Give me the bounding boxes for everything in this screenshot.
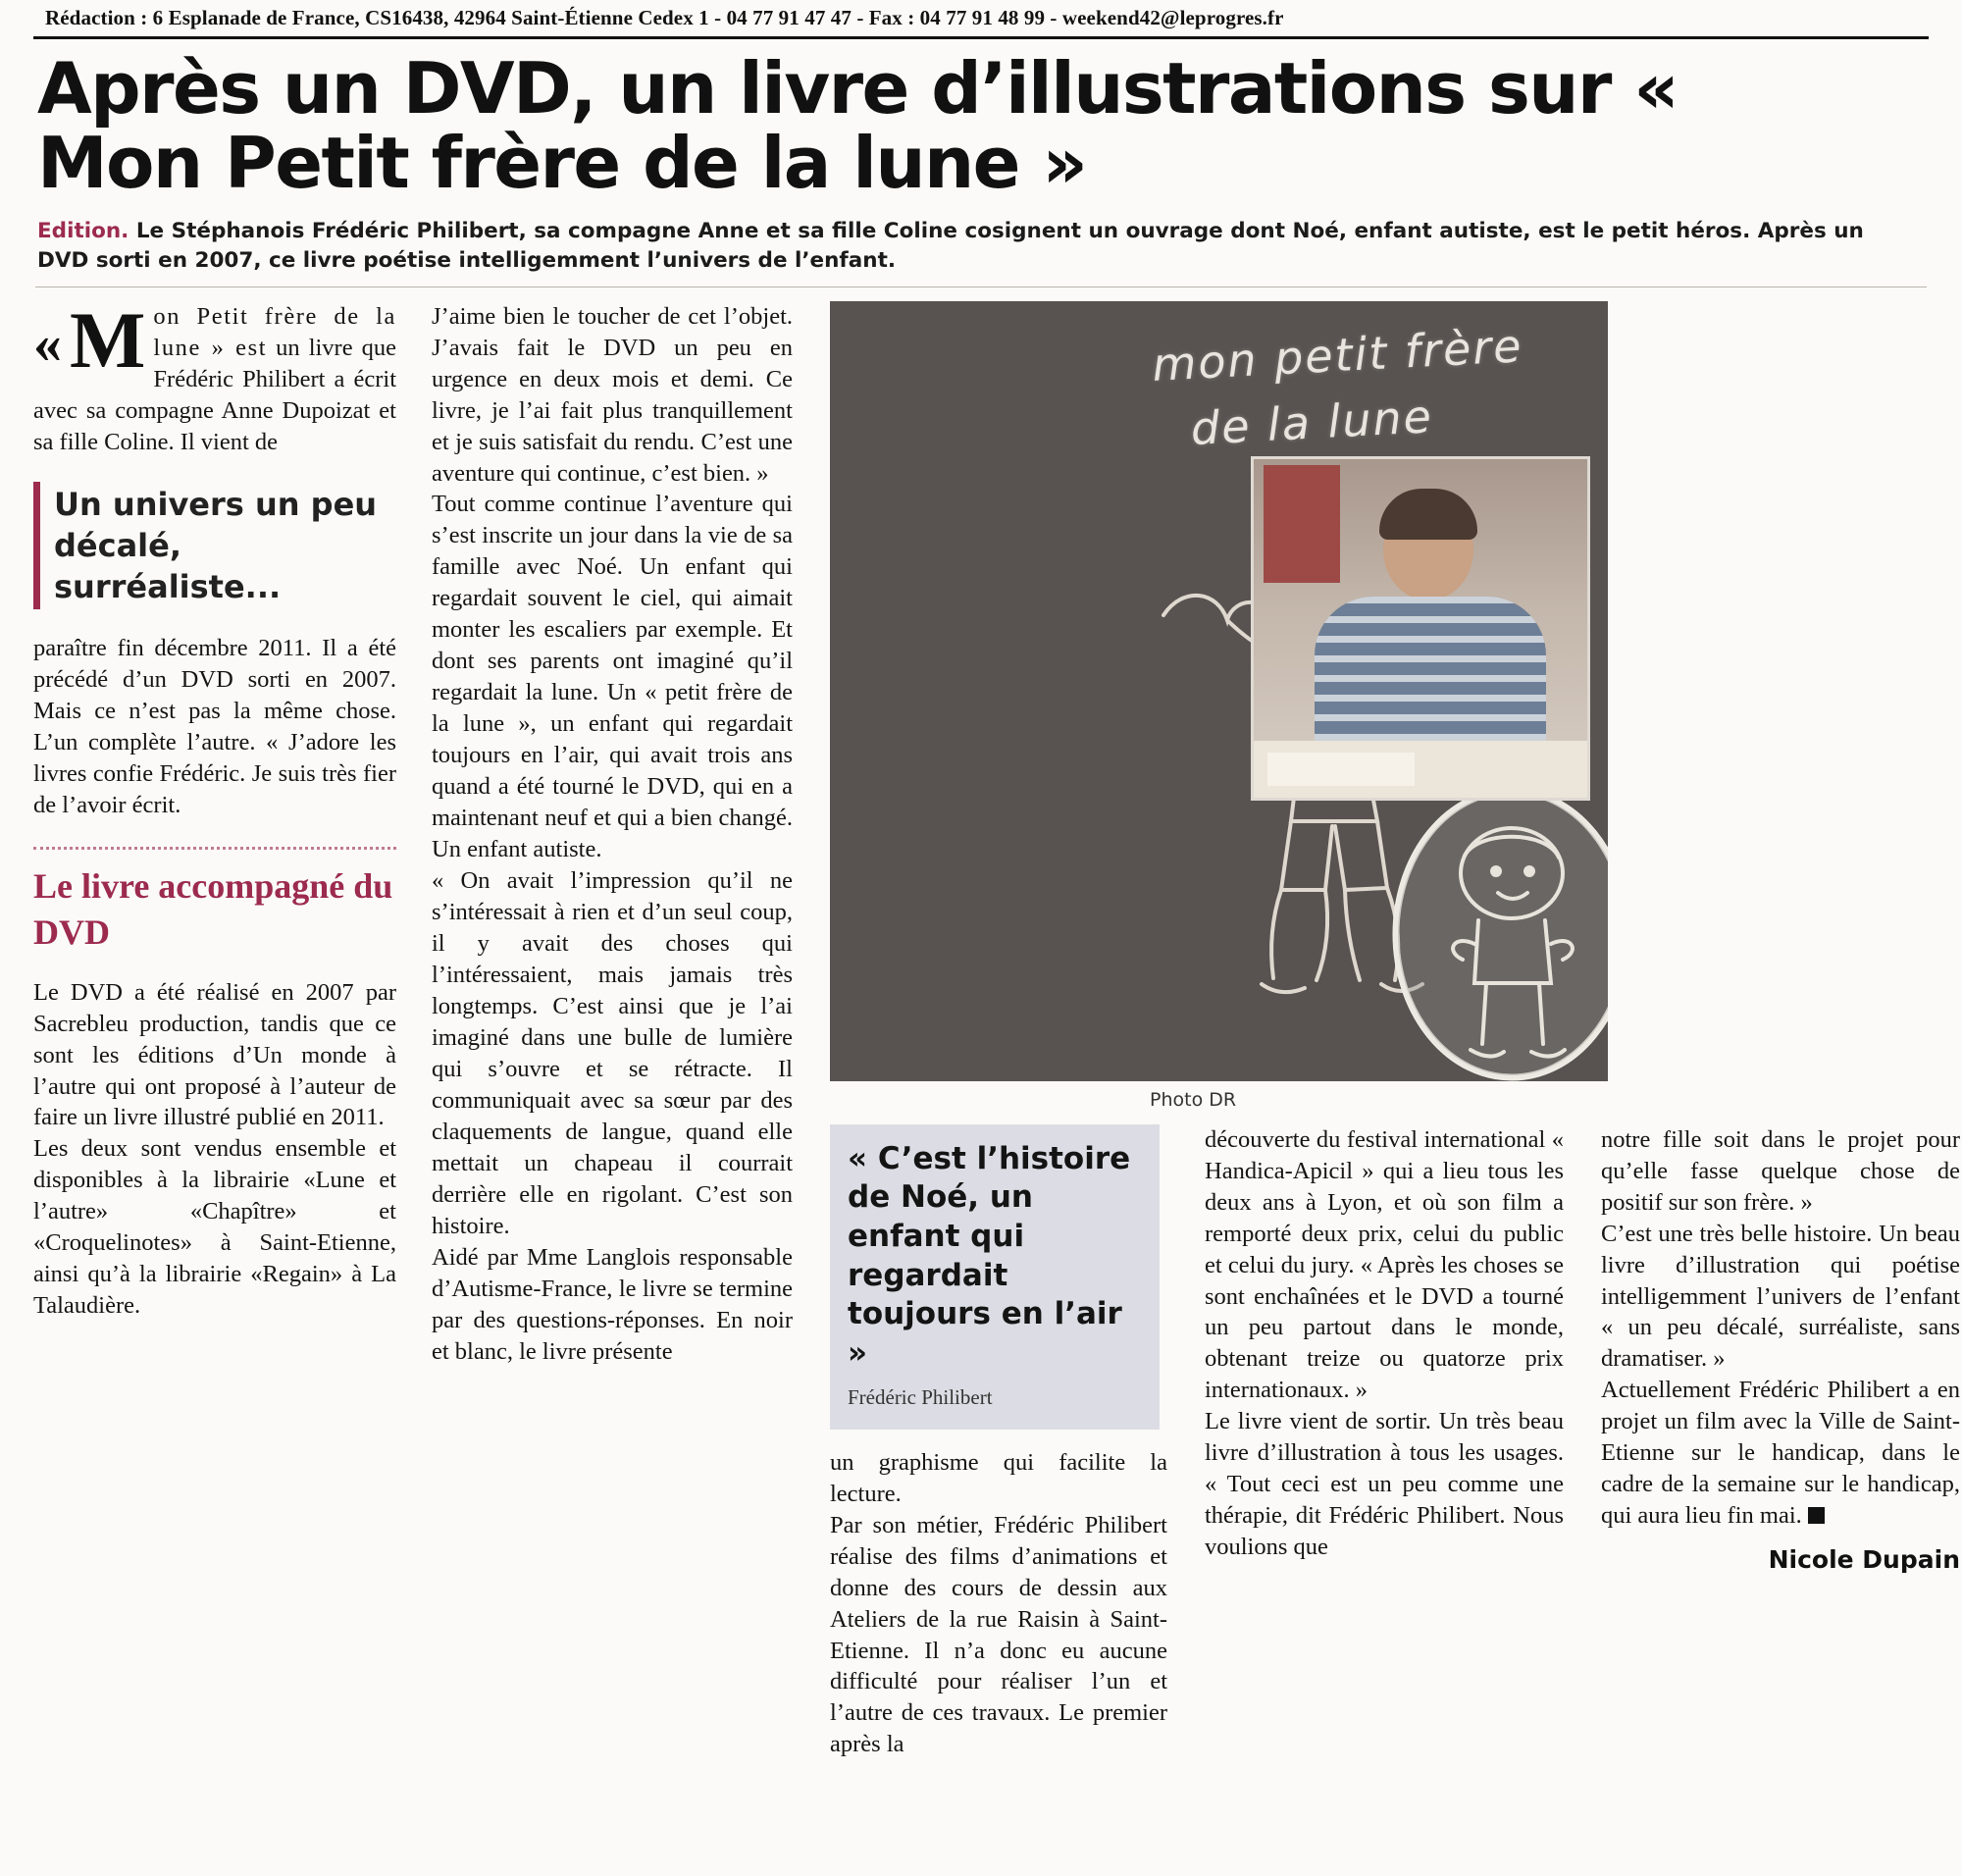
column-4-paragraph-2: Le livre vient de sortir. Un très beau livre d’illustration à tous les usages. « Tout ceci est un peu comme une thérapie, dit Frédéric Philibert. Nous voulions que bbox=[1205, 1408, 1564, 1561]
pull-quote-text: « C’est l’histoire de Noé, un enfant qui regardait toujours en l’air » bbox=[848, 1140, 1131, 1372]
drop-cap: M bbox=[70, 294, 146, 385]
subhead-universe: Un univers un peu décalé, surréaliste... bbox=[33, 482, 396, 610]
portrait-inset-photo bbox=[1251, 456, 1590, 801]
column-5 bbox=[1587, 1124, 1962, 1761]
column-1 bbox=[33, 294, 418, 1761]
column-3-paragraph-1: un graphisme qui facilite la lecture. bbox=[830, 1448, 1167, 1507]
column-2 bbox=[418, 301, 814, 1761]
standfirst-text: Le Stéphanois Frédéric Philibert, sa compagne Anne et sa fille Coline cosignent un ouvrage dont Noé, enfant autiste, est le petit héros. Après un DVD sorti en 2007, ce livre poétise intelligemment l’univers de l’enfant. bbox=[37, 218, 1864, 274]
column-2-paragraph-1: J’aime bien le toucher de cet l’objet. J’avais fait le DVD un peu en urgence en deux mois et demi. Ce livre, je l’ai fait plus tranquillement et je suis satisfait du rendu. C’est une aventure qui continue, c’est bien. » bbox=[432, 302, 793, 487]
masthead-contact-line: Rédaction : 6 Esplanade de France, CS16438, 42964 Saint-Étienne Cedex 1 - 04 77 91 47 47 - Fax : 04 77 91 48 99 - weekend42@leprogres.fr bbox=[45, 6, 1284, 29]
article-grid bbox=[33, 294, 1960, 1761]
photo-and-right-columns bbox=[830, 301, 1960, 1761]
column-2-paragraph-3: « On avait l’impression qu’il ne s’intéressait à rien et d’un seul coup, il y avait des choses qui l’intéressaient, mais jamais très longtemps. C’est ainsi que je l’ai imaginé dans une bulle de lumière qui s’ouvre et se rétracte. Il communiquait avec sa sœur par des claquements de langue, quand elle mettait un chapeau il courrait derrière elle en rigolant. C’est son histoire. bbox=[432, 867, 793, 1239]
end-mark bbox=[1808, 1507, 1825, 1524]
pull-quote bbox=[830, 1124, 1160, 1430]
dotted-divider bbox=[33, 847, 396, 850]
open-quote-mark: « bbox=[33, 310, 62, 375]
chalkboard-title bbox=[1151, 313, 1528, 463]
column-3-paragraph-2: Par son métier, Frédéric Philibert réalise des films d’animations et donne des cours de dessin aux Ateliers de la rue Raisin à Saint-Etienne. Il n’a donc eu aucune difficulté pour réaliser l’un et l’autre de ces travaux. Le premier après la bbox=[830, 1511, 1167, 1758]
inset-paper bbox=[1267, 753, 1415, 786]
column-1-paragraph-4: Les deux sont vendus ensemble et disponibles à la librairie «Lune et l’autre» «Chapître» et «Croquelinotes» à Saint-Etienne, ainsi qu’à la librairie «Regain» à La Talaudière. bbox=[33, 1135, 396, 1320]
column-2-paragraph-4: Aidé par Mme Langlois responsable d’Autisme-France, le livre se termine par des questions-réponses. En noir et blanc, le livre présente bbox=[432, 1243, 793, 1365]
pull-quote-attribution: Frédéric Philibert bbox=[848, 1384, 993, 1409]
standfirst-kicker: Edition. bbox=[37, 218, 129, 243]
column-5-paragraph-2: C’est une très belle histoire. Un beau livre d’illustration qui poétise intelligemment l’univers de l’enfant « un peu décalé, surréaliste, sans dramatiser. » bbox=[1601, 1220, 1960, 1373]
lead-smallcaps: on Petit frère de la lune » est bbox=[153, 302, 396, 361]
photo-credit: Photo DR bbox=[1150, 1088, 1237, 1111]
column-5-paragraph-1: notre fille soit dans le projet pour qu’elle fasse quelque chose de positif sur son frère. » bbox=[1601, 1125, 1960, 1216]
inset-striped-shirt bbox=[1315, 597, 1546, 744]
column-1-paragraph-3: Le DVD a été réalisé en 2007 par Sacrebleu production, tandis que ce sont les éditions d’Un monde à l’autre qui ont proposé à l’auteur de faire un livre illustré publié en 2011. Les deux sont vendus ensemble et disponibles à la librairie «Lune et l’autre» «Chapître» et «Croquelinotes» à Saint-Etienne, ainsi qu’à la librairie «Regain» à La Talaudière. bbox=[33, 977, 396, 1323]
main-photo bbox=[830, 301, 1608, 1081]
chalk-line-1: mon petit frère bbox=[1151, 318, 1524, 391]
column-4 bbox=[1191, 1124, 1587, 1761]
chalk-line-2: de la lune bbox=[1189, 389, 1435, 455]
lower-columns bbox=[830, 1124, 1960, 1761]
column-5-paragraph-3: Actuellement Frédéric Philibert a en projet un film avec la Ville de Saint-Etienne sur le handicap, dans le cadre de la semaine sur le handicap, qui aura lieu fin mai. bbox=[1601, 1377, 1960, 1530]
subhead-book-dvd: Le livre accompagné du DVD bbox=[33, 866, 393, 952]
inset-red-panel bbox=[1264, 465, 1340, 583]
column-3 bbox=[830, 1124, 1191, 1761]
page-title: Après un DVD, un livre d’illustrations sur « Mon Petit frère de la lune » bbox=[37, 47, 1678, 205]
byline: Nicole Dupain bbox=[1768, 1545, 1960, 1575]
masthead-rule bbox=[33, 36, 1929, 39]
column-1-paragraph-2: paraître fin décembre 2011. Il a été précédé d’un DVD sorti en 2007. Mais ce n’est pas la même chose. L’un complète l’autre. « J’adore les livres confie Frédéric. Je suis très fier de l’avoir écrit. bbox=[33, 635, 396, 819]
column-4-paragraph-1: découverte du festival international « Handica-Apicil » qui a lieu tous les deux ans à Lyon, et où son film a remporté deux prix, celui du public et celui du jury. « Après les choses se sont enchaînées et le DVD a tourné un peu partout dans le monde, obtenant treize ou quatorze prix internationaux. » bbox=[1205, 1125, 1564, 1404]
lead-rest: un livre que Frédéric Philibert a écrit avec sa compagne Anne Dupoizat et sa fille Coline. Il vient de bbox=[33, 334, 396, 455]
lead-paragraph bbox=[33, 294, 396, 458]
standfirst bbox=[37, 217, 1872, 277]
chalk-bubble-child bbox=[1384, 787, 1608, 1081]
column-2-paragraph-2: Tout comme continue l’aventure qui s’est inscrite un jour dans la vie de sa famille avec Noé. Un enfant qui regardait souvent le ciel, qui aimait monter les escaliers par exemple. Et dont ses parents ont imaginé qu’il regardait la lune. Un « petit frère de la lune », un enfant qui regardait toujours en l’air, qui avait trois ans quand a été tourné le DVD, qui en a maintenant neuf et qui a bien changé. Un enfant autiste. bbox=[432, 491, 793, 863]
